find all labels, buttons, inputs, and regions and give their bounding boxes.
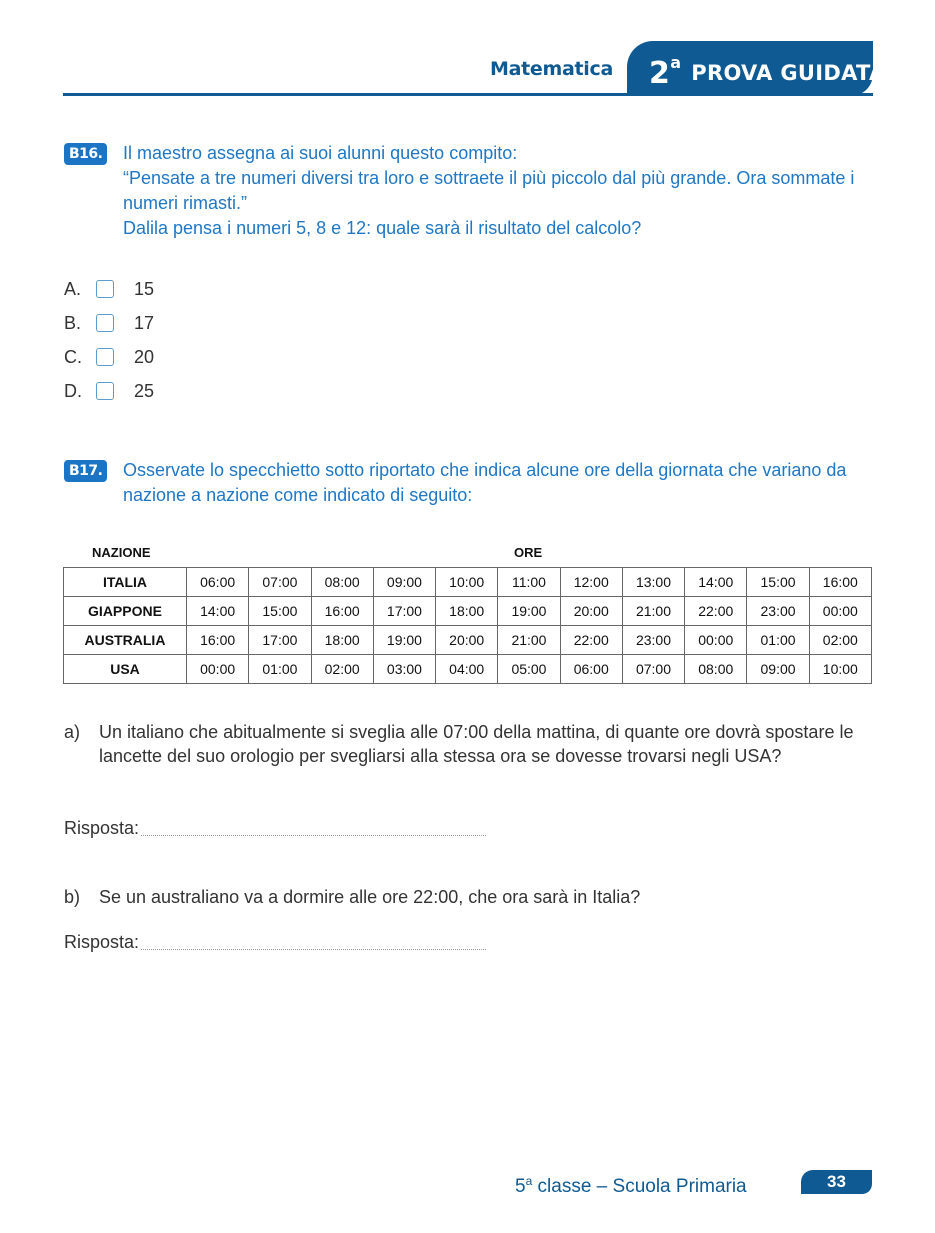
sub-question-text: Se un australiano va a dormire alle ore 22:00, che ora sarà in Italia? [99, 887, 641, 907]
grade-number: 5 [515, 1176, 526, 1197]
hour-cell: 15:00 [747, 568, 809, 597]
hour-cell: 02:00 [311, 655, 373, 684]
checkbox-icon[interactable] [96, 280, 114, 298]
question-badge-b17: B17. [64, 460, 107, 482]
option-value: 17 [134, 312, 155, 333]
hour-cell: 20:00 [436, 626, 498, 655]
answer-label: Risposta: [64, 818, 140, 838]
option-letter: C. [64, 346, 82, 367]
col-header-hours: ORE [514, 545, 543, 560]
option-value: 15 [134, 278, 155, 299]
hour-cell: 07:00 [249, 568, 311, 597]
option-letter: D. [64, 380, 82, 401]
b16-line-2: “Pensate a tre numeri diversi tra loro e sottraete il più piccolo dal più grande. Ora sommate i numeri rimasti.” [123, 168, 855, 213]
table-row [64, 655, 872, 684]
test-tab [627, 41, 886, 96]
hour-cell: 02:00 [809, 626, 871, 655]
hour-cell: 12:00 [560, 568, 622, 597]
option-b[interactable] [64, 306, 154, 340]
question-b16-text [123, 141, 883, 241]
hour-cell: 22:00 [685, 597, 747, 626]
sub-question-label: a) [64, 722, 81, 742]
question-badge-b16: B16. [64, 143, 107, 165]
hour-cell: 10:00 [809, 655, 871, 684]
table-row [64, 597, 872, 626]
hour-cell: 00:00 [187, 655, 249, 684]
option-d[interactable] [64, 374, 154, 408]
hour-cell: 19:00 [498, 597, 560, 626]
hour-cell: 06:00 [187, 568, 249, 597]
table-row [64, 626, 872, 655]
hour-cell: 19:00 [373, 626, 435, 655]
hour-cell: 17:00 [373, 597, 435, 626]
grade-sup: a [525, 1174, 533, 1188]
checkbox-icon[interactable] [96, 314, 114, 332]
checkbox-icon[interactable] [96, 382, 114, 400]
header-divider [63, 93, 873, 96]
hour-cell: 20:00 [560, 597, 622, 626]
hour-cell: 18:00 [311, 626, 373, 655]
table-row [64, 568, 872, 597]
hour-cell: 21:00 [498, 626, 560, 655]
hour-cell: 22:00 [560, 626, 622, 655]
page-number: 33 [801, 1170, 872, 1194]
answer-field-a[interactable] [64, 818, 486, 839]
tab-sup: a [670, 53, 682, 72]
sub-question-label: b) [64, 887, 81, 907]
hour-cell: 08:00 [685, 655, 747, 684]
subject-title: Matematica [490, 58, 613, 80]
hour-cell: 03:00 [373, 655, 435, 684]
hour-cell: 08:00 [311, 568, 373, 597]
hour-cell: 00:00 [809, 597, 871, 626]
hour-cell: 06:00 [560, 655, 622, 684]
checkbox-icon[interactable] [96, 348, 114, 366]
hour-cell: 09:00 [373, 568, 435, 597]
answer-line[interactable] [141, 948, 486, 950]
option-value: 20 [134, 346, 155, 367]
hour-cell: 01:00 [747, 626, 809, 655]
nation-cell: ITALIA [64, 568, 187, 597]
hour-cell: 23:00 [622, 626, 684, 655]
hour-cell: 21:00 [622, 597, 684, 626]
hour-cell: 15:00 [249, 597, 311, 626]
footer-grade [515, 1174, 747, 1198]
col-header-nation: NAZIONE [92, 545, 151, 560]
hour-cell: 23:00 [747, 597, 809, 626]
option-letter: A. [64, 278, 82, 299]
answer-options [64, 272, 154, 408]
hour-cell: 14:00 [685, 568, 747, 597]
hour-cell: 10:00 [436, 568, 498, 597]
tab-number: 2 [649, 56, 671, 91]
grade-text: classe – Scuola Primaria [532, 1176, 747, 1197]
hour-cell: 16:00 [809, 568, 871, 597]
hour-cell: 17:00 [249, 626, 311, 655]
answer-line[interactable] [141, 834, 486, 836]
hour-cell: 18:00 [436, 597, 498, 626]
hour-cell: 14:00 [187, 597, 249, 626]
sub-question-b [64, 885, 874, 909]
hour-cell: 16:00 [187, 626, 249, 655]
sub-question-text: Un italiano che abitualmente si sveglia alle 07:00 della mattina, di quante ore dovrà spostare le lancette del suo orologio per svegliarsi alla stessa ora se dovesse trovarsi negli USA? [99, 722, 854, 766]
option-c[interactable] [64, 340, 154, 374]
nation-cell: AUSTRALIA [64, 626, 187, 655]
sub-question-a [64, 720, 874, 768]
b16-line-1: Il maestro assegna ai suoi alunni questo compito: [123, 143, 518, 163]
nation-cell: GIAPPONE [64, 597, 187, 626]
hour-cell: 13:00 [622, 568, 684, 597]
hour-cell: 05:00 [498, 655, 560, 684]
question-b17-text: Osservate lo specchietto sotto riportato che indica alcune ore della giornata che variano da nazione a nazione come indicato di seguito: [123, 460, 847, 505]
answer-label: Risposta: [64, 932, 140, 952]
hour-cell: 09:00 [747, 655, 809, 684]
tab-title [649, 53, 886, 91]
hour-cell: 00:00 [685, 626, 747, 655]
hour-cell: 11:00 [498, 568, 560, 597]
option-letter: B. [64, 312, 82, 333]
tab-label: PROVA GUIDATA [691, 61, 886, 85]
option-a[interactable] [64, 272, 154, 306]
nation-cell: USA [64, 655, 187, 684]
hour-cell: 04:00 [436, 655, 498, 684]
hour-cell: 01:00 [249, 655, 311, 684]
answer-field-b[interactable] [64, 932, 486, 953]
option-value: 25 [134, 380, 155, 401]
b16-line-3: Dalila pensa i numeri 5, 8 e 12: quale sarà il risultato del calcolo? [123, 218, 642, 238]
time-zone-table [63, 567, 872, 684]
hour-cell: 07:00 [622, 655, 684, 684]
hour-cell: 16:00 [311, 597, 373, 626]
